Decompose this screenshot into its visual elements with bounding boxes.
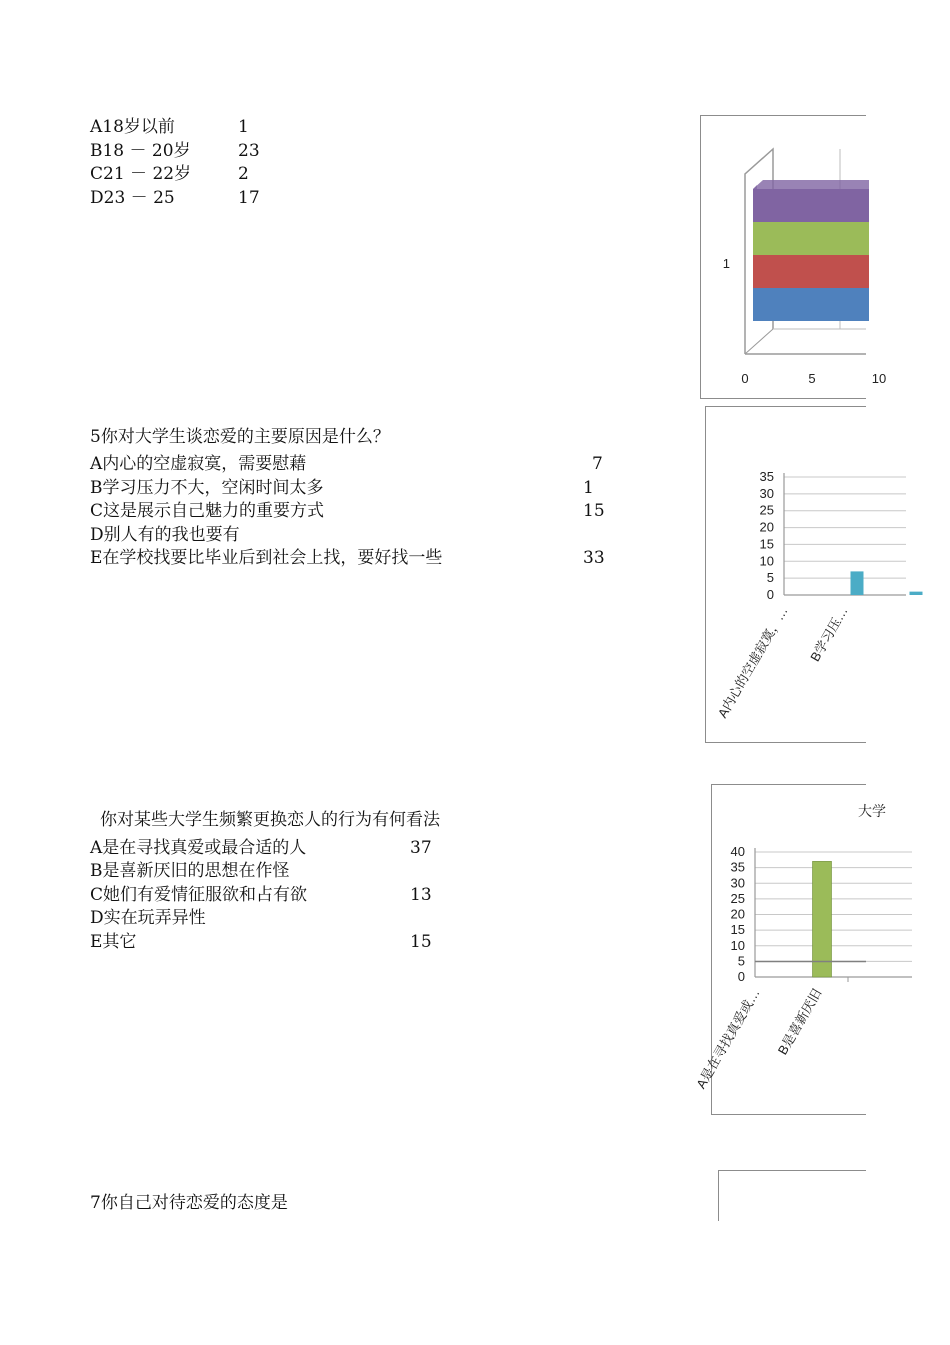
q6-option-e-count: 15 <box>410 932 432 952</box>
age-chart-frame <box>700 115 887 399</box>
stack-segment-2 <box>753 255 869 288</box>
x-tick-label: B学习压… <box>807 604 851 665</box>
bar-2 <box>910 592 923 595</box>
q5-option-c-label: C这是展示自己魅力的重要方式 <box>90 501 325 521</box>
q6-option-e-label: E其它 <box>90 932 137 952</box>
q6-option-c-count: 13 <box>410 885 432 905</box>
stack-segment-4 <box>753 189 869 222</box>
floor-edge-line <box>745 329 773 354</box>
q4-option-b-count: 23 <box>238 141 260 161</box>
x-tick-label: A内心的空虚寂寞，… <box>714 604 791 721</box>
bar-1 <box>851 571 864 595</box>
stack-segment-side-2 <box>753 251 757 288</box>
q5-option-a-label: A内心的空虚寂寞，需要慰藉 <box>90 454 307 474</box>
y-tick-label: 0 <box>737 969 745 984</box>
y-tick-label: 30 <box>730 875 745 891</box>
q6-option-a-label: A是在寻找真爱或最合适的人 <box>90 838 307 858</box>
reason-chart-frame <box>705 406 866 743</box>
y-tick-label: 20 <box>759 519 774 535</box>
y-tick-label: 10 <box>759 553 774 569</box>
q4-option-c-count: 2 <box>238 164 249 184</box>
stack-segment-1 <box>753 288 869 321</box>
y-tick-label: 10 <box>730 937 745 953</box>
q5-option-e-label: E在学校找要比毕业后到社会上找，要好找一些 <box>90 548 443 568</box>
y-tick-label: 5 <box>766 570 774 586</box>
q4-option-d-label: D23 － 25 <box>90 188 175 208</box>
view-chart-frame <box>693 784 886 1115</box>
q5-option-b-count: 1 <box>583 478 594 498</box>
y-tick-label: 0 <box>766 587 774 602</box>
attitude-chart-frame <box>718 1170 866 1221</box>
stack-top-face <box>753 180 869 189</box>
y-tick-label: 35 <box>759 469 774 484</box>
reason-bar-chart <box>706 407 866 742</box>
y-tick-label: 20 <box>730 906 745 922</box>
q4-option-a-label: A18岁以前 <box>90 117 175 137</box>
q6-option-c-label: C她们有爱情征服欲和占有欲 <box>90 885 308 905</box>
stack-segment-side-4 <box>753 185 757 222</box>
bar-1 <box>813 861 832 977</box>
q7-title: 7你自己对待恋爱的态度是 <box>90 1193 288 1213</box>
y-tick-label: 35 <box>730 859 745 875</box>
y-tick-label: 25 <box>759 502 774 518</box>
q4-option-d-count: 17 <box>238 188 260 208</box>
q5-option-b-label: B学习压力不大，空闲时间太多 <box>90 478 324 498</box>
q5-title: 5你对大学生谈恋爱的主要原因是什么？ <box>90 427 390 447</box>
chart-title: 大学 <box>858 803 886 819</box>
y-tick-label: 1 <box>722 256 730 271</box>
q6-option-b-label: B是喜新厌旧的思想在作怪 <box>90 861 290 881</box>
q4-option-a-count: 1 <box>238 117 249 137</box>
x-tick-label: A是在寻找真爱或… <box>693 986 763 1092</box>
y-tick-label: 15 <box>759 536 774 552</box>
age-stacked-bar-chart <box>701 116 887 398</box>
x-tick-label: 10 <box>871 371 887 386</box>
y-tick-label: 40 <box>730 844 745 859</box>
q5-option-d-label: D别人有的我也要有 <box>90 525 240 545</box>
stack-segment-3 <box>753 222 869 255</box>
y-tick-label: 5 <box>737 953 745 969</box>
q6-option-a-count: 37 <box>410 838 432 858</box>
q5-option-e-count: 33 <box>583 548 605 568</box>
y-tick-label: 15 <box>730 922 745 938</box>
y-tick-label: 25 <box>730 890 745 906</box>
x-tick-label: 0 <box>741 371 749 386</box>
stack-segment-side-1 <box>753 284 757 321</box>
view-bar-chart <box>693 785 886 1114</box>
q4-option-c-label: C21 － 22岁 <box>90 164 192 184</box>
stack-segment-side-3 <box>753 218 757 255</box>
q6-title: 你对某些大学生频繁更换恋人的行为有何看法 <box>100 810 440 830</box>
x-tick-label: B是喜新厌旧 <box>774 986 825 1058</box>
q6-option-d-label: D实在玩弄异性 <box>90 908 206 928</box>
q4-option-b-label: B18 － 20岁 <box>90 141 191 161</box>
y-tick-label: 30 <box>759 485 774 501</box>
q5-option-c-count: 15 <box>583 501 605 521</box>
x-tick-label: 5 <box>808 371 816 386</box>
q5-option-a-count: 7 <box>592 454 603 474</box>
